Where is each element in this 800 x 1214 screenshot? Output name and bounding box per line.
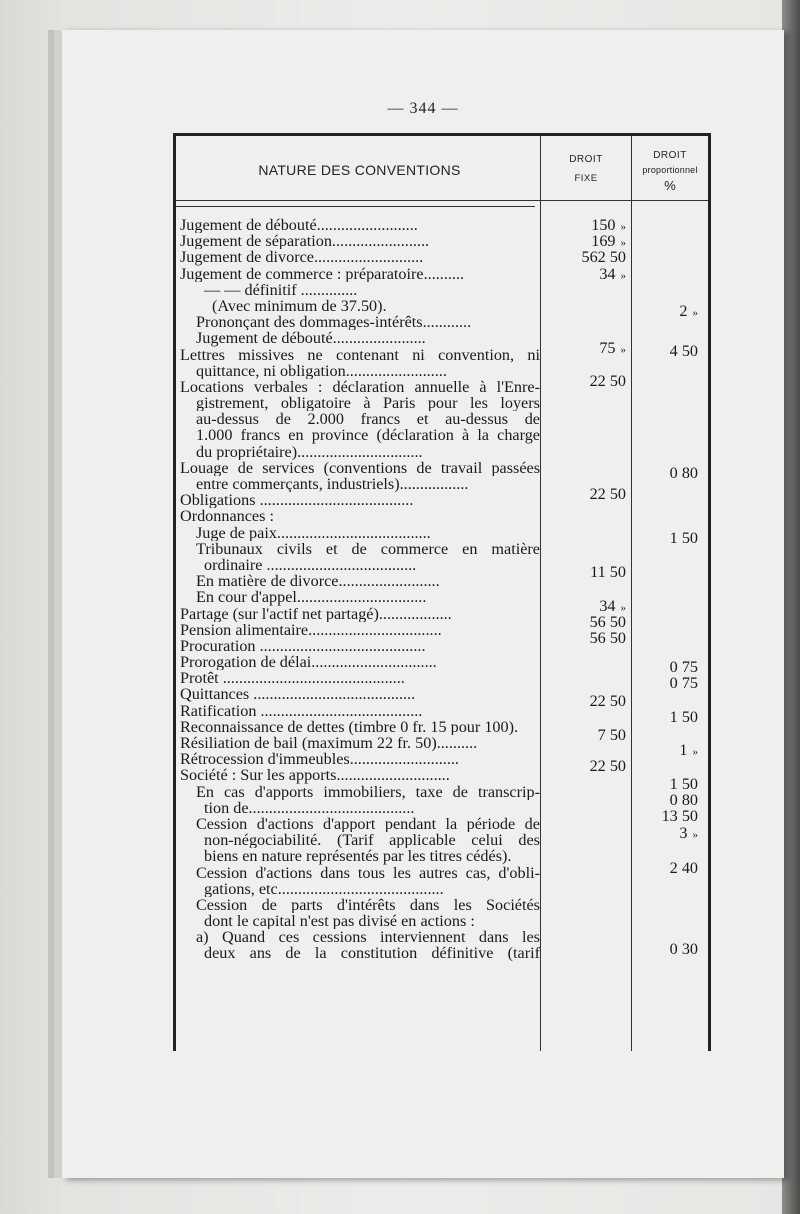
convention-line: ordinaire ..................................... xyxy=(204,556,417,574)
convention-line: au-dessus de 2.000 francs et au-dessus de xyxy=(196,411,540,428)
droit-proportionnel-value: 0 30 xyxy=(669,940,698,959)
convention-line: Jugement de commerce : préparatoire.......... xyxy=(180,265,465,282)
droit-fixe-value: 34 » xyxy=(599,596,626,615)
droit-fixe-value: 7 50 xyxy=(597,726,626,745)
convention-line: Jugement de divorce........................... xyxy=(180,249,424,266)
header-prop-line3: % xyxy=(664,178,676,193)
droit-proportionnel-value: 0 80 xyxy=(669,463,698,482)
convention-line: — — définitif .............. xyxy=(204,281,358,298)
header-divider-2 xyxy=(176,206,535,207)
header-fixe-line2: FIXE xyxy=(574,173,598,184)
droit-fixe-value: 22 50 xyxy=(589,692,626,711)
convention-line: Jugement de séparation........................ xyxy=(180,233,430,250)
convention-line: Jugement de débouté....................... xyxy=(196,330,426,347)
convention-line: Prorogation de délai............................... xyxy=(180,654,437,671)
droit-proportionnel-value: 0 80 xyxy=(669,791,698,810)
convention-line: Procuration ......................................... xyxy=(180,637,426,655)
header-prop-line2: proportionnel xyxy=(642,165,698,175)
droit-proportionnel-value: 1 50 xyxy=(669,708,698,727)
convention-line: tion de......................................... xyxy=(204,799,415,816)
convention-line: non-négociabilité. (Tarif applicable celui des xyxy=(204,832,540,849)
droit-fixe-value: 150 » xyxy=(591,216,626,234)
droit-proportionnel-value: 1 50 xyxy=(669,528,698,547)
droit-proportionnel-value: 13 50 xyxy=(661,807,698,826)
convention-line: biens en nature représentés par les titres cédés). xyxy=(204,848,512,865)
convention-line: deux ans de la constitution définitive (tarif xyxy=(204,945,540,962)
convention-line: Tribunaux civils et de commerce en matière xyxy=(196,540,540,557)
convention-line: En cas d'apports immobiliers, taxe de transcrip- xyxy=(196,783,540,800)
convention-line: Quittances ........................................ xyxy=(180,686,416,703)
header-droit-fixe xyxy=(542,154,630,184)
droit-fixe-value: 56 50 xyxy=(589,629,626,648)
convention-line: Locations verbales : déclaration annuelle à l'Enre- xyxy=(180,378,540,396)
droit-fixe-value: 562 50 xyxy=(581,248,626,267)
droit-fixe-value: 169 » xyxy=(591,232,626,251)
droit-fixe-value: 56 50 xyxy=(589,612,626,631)
convention-line: Juge de paix...................................... xyxy=(196,524,431,541)
convention-line: Cession d'actions dans tous les autres cas, d'obli- xyxy=(196,864,540,881)
convention-line: Protêt ............................................. xyxy=(180,670,405,687)
header-droit-proportionnel xyxy=(632,150,708,193)
droit-proportionnel-value: 2 40 xyxy=(669,859,698,878)
droit-proportionnel-value: 0 75 xyxy=(669,658,698,677)
convention-line: Pension alimentaire................................. xyxy=(180,621,442,638)
droit-fixe-value: 22 50 xyxy=(589,757,626,776)
convention-line: Société : Sur les apports............................ xyxy=(180,767,450,784)
book-page xyxy=(62,30,784,1178)
droit-fixe-value: 34 » xyxy=(599,264,626,283)
header-nature: NATURE DES CONVENTIONS xyxy=(258,162,461,178)
convention-line: Prononçant des dommages-intérêts............ xyxy=(196,314,472,331)
droit-proportionnel-value: 2 » xyxy=(679,301,698,320)
page-number: — 344 — xyxy=(387,100,459,117)
convention-line: a) Quand ces cessions interviennent dans les xyxy=(196,929,540,946)
convention-line: Ordonnances : xyxy=(180,508,274,525)
droit-fixe-value: 22 50 xyxy=(589,371,626,390)
convention-line: Lettres missives ne contenant ni convention, ni xyxy=(180,346,540,363)
droit-proportionnel-value: 3 » xyxy=(679,823,698,842)
book-edge xyxy=(782,0,800,1214)
convention-line: Cession d'actions d'apport pendant la période de xyxy=(196,815,540,833)
conventions-table xyxy=(173,133,711,1051)
convention-line: Jugement de débouté......................... xyxy=(180,217,418,234)
convention-line: quittance, ni obligation......................... xyxy=(196,362,447,379)
convention-line: Cession de parts d'intérêts dans les Sociétés xyxy=(196,896,540,914)
convention-line: Ratification ........................................ xyxy=(180,702,423,719)
droit-proportionnel-value: 1 50 xyxy=(669,774,698,793)
droit-fixe-value: 75 » xyxy=(599,339,626,358)
nature-lines xyxy=(180,217,540,962)
header-fixe-line1: DROIT xyxy=(569,154,603,165)
convention-line: entre commerçants, industriels)................. xyxy=(196,476,469,493)
convention-line: du propriétaire)............................... xyxy=(196,443,423,460)
convention-line: Rétrocession d'immeubles........................... xyxy=(180,751,459,768)
convention-line: En cour d'appel................................ xyxy=(196,589,427,606)
convention-line: Résiliation de bail (maximum 22 fr. 50).......... xyxy=(180,735,478,752)
droit-proportionnel-value: 4 50 xyxy=(669,342,698,361)
droit-fixe-value: 22 50 xyxy=(589,484,626,503)
convention-line: dont le capital n'est pas divisé en actions : xyxy=(204,913,475,930)
convention-line: Louage de services (conventions de travail passées xyxy=(180,459,540,476)
header-prop-line1: DROIT xyxy=(653,150,687,161)
convention-line: gations, etc......................................... xyxy=(204,880,444,897)
convention-line: gistrement, obligatoire à Paris pour les loyers xyxy=(196,395,540,412)
column-divider-fixe xyxy=(540,136,541,1051)
droit-proportionnel-value: 0 75 xyxy=(669,674,698,693)
convention-line: Partage (sur l'actif net partagé).................. xyxy=(180,605,452,622)
convention-line: Reconnaissance de dettes (timbre 0 fr. 15 pour 100). xyxy=(180,718,519,735)
droit-proportionnel-value: 1 » xyxy=(679,740,698,759)
convention-line: Obligations ...................................... xyxy=(180,492,414,509)
convention-line: En matière de divorce......................... xyxy=(196,573,440,590)
droit-fixe-value: 11 50 xyxy=(590,562,626,581)
header-divider xyxy=(176,200,708,201)
convention-line: 1.000 francs en province (déclaration à la charge xyxy=(196,427,540,444)
column-divider-prop xyxy=(631,136,632,1051)
convention-line: (Avec minimum de 37.50). xyxy=(212,297,387,315)
